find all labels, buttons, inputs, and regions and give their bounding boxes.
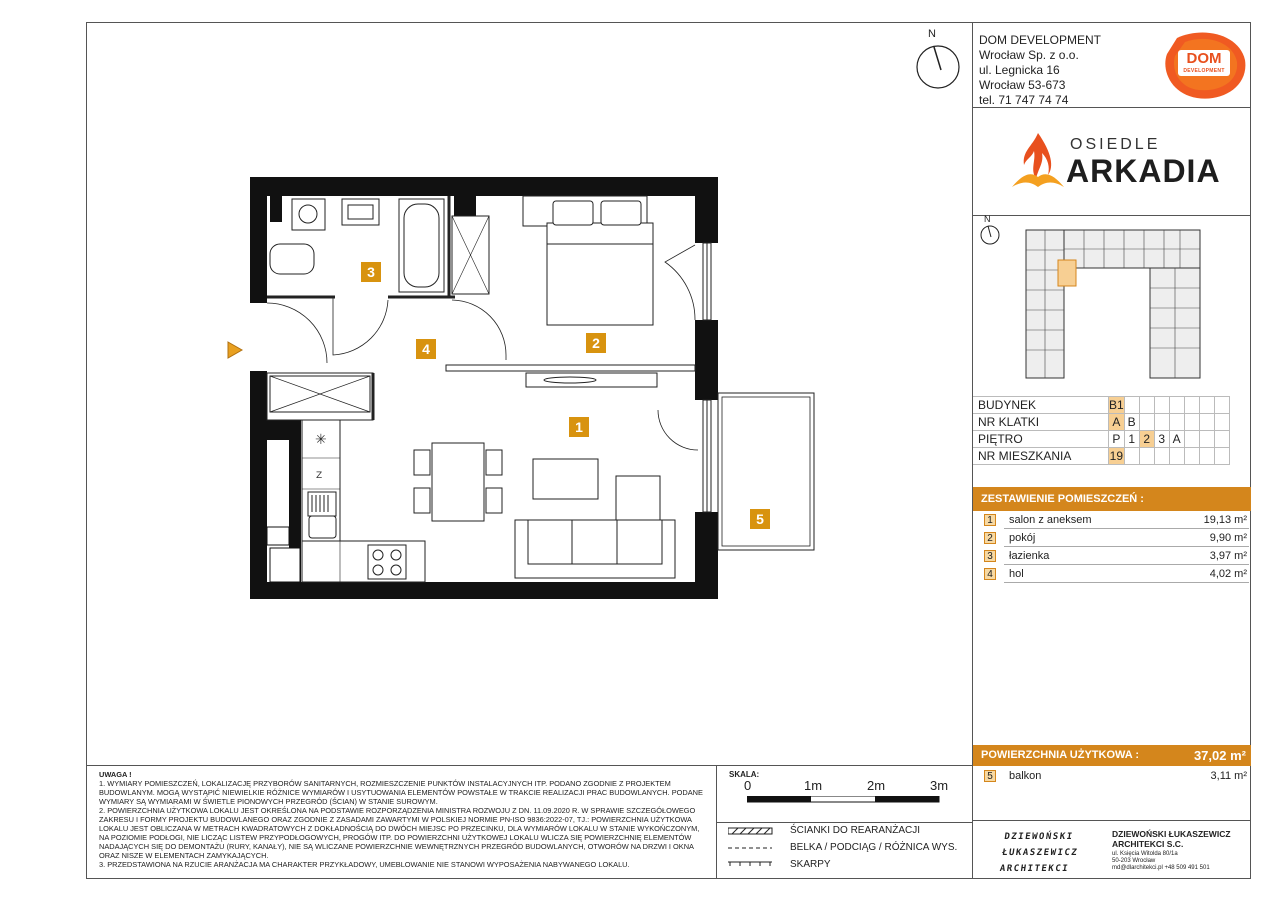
- north-arrow-icon: [917, 46, 959, 88]
- summary-room-area: 19,13 m²: [1203, 514, 1247, 526]
- svg-text:Z: Z: [316, 471, 323, 481]
- info-cell: A: [1169, 431, 1184, 448]
- company-phone: tel. 71 747 74 74: [979, 93, 1069, 107]
- summary-room-num: 1: [984, 514, 996, 526]
- company-name: DOM DEVELOPMENT: [979, 33, 1102, 47]
- summary-room-num: 4: [984, 568, 996, 580]
- cooktop-icon: [368, 545, 406, 579]
- note-1: 1. WYMIARY POMIESZCZEŃ, LOKALIZACJĘ PRZYBORÓW SANITARNYCH, ROZMIESZCZENIE PUNKTÓW INSTALACYJNYCH ITP. PODANO ZGODNIE Z PROJEKTEM BUDOWLANYM. MOGĄ WYSTĄPIĆ NIEWIELKIE RÓŻNICE WYMIARÓW I USYTUOWANIA ELEMENTÓW POWSTAŁE W TRAKCIE REALIZACJI PRAC BUDOWLANYCH. PODANE WYMIARY SĄ WYMIARAMI W ŚWIETLE PIONOWYCH PRZEGRÓD (ŚCIAN) W STANIE SUROWYM.: [99, 779, 703, 806]
- keyplan-north-label: N: [984, 214, 991, 224]
- architect-name: [1112, 829, 1231, 849]
- summary-room-area: 4,02 m²: [1209, 568, 1247, 580]
- summary-room-name: pokój: [1009, 532, 1036, 544]
- legend-text-2: BELKA / PODCIĄG / RÓŻNICA WYS.: [790, 842, 958, 853]
- room-label-2: 2: [586, 333, 606, 353]
- keyplan-highlight: [1058, 260, 1076, 286]
- project-big-title: ARKADIA: [1066, 153, 1221, 189]
- notes-title: UWAGA !: [99, 770, 132, 779]
- usable-area-label: POWIERZCHNIA UŻYTKOWA :: [981, 749, 1140, 761]
- company-info: [979, 33, 1101, 108]
- toilet-icon: [270, 244, 314, 274]
- legend-text-3: SKARPY: [790, 859, 831, 870]
- info-cell: [1154, 397, 1169, 414]
- info-label: PIĘTRO: [973, 431, 1109, 448]
- coffee-table-icon: [533, 459, 598, 499]
- info-cell: [1199, 431, 1214, 448]
- sofa-icon: [515, 520, 675, 578]
- info-cell: [1169, 448, 1184, 465]
- architect-logo-line-1: DZIEWOŃSKI: [1003, 832, 1075, 842]
- note-3: 3. PRZEDSTAWIONA NA RZUCIE ARANŻACJA MA CHARAKTER PRZYKŁADOWY, UMEBLOWANIE NIE STANOWI WYPOSAŻENIA NABYWANEGO LOKALU.: [99, 860, 630, 869]
- info-cell: [1214, 431, 1229, 448]
- usable-area-header: [973, 745, 1251, 766]
- wall-bottom: [250, 582, 718, 599]
- info-cell: [1139, 414, 1154, 431]
- info-row-building: [973, 397, 1229, 414]
- architect-logo: [999, 829, 1106, 877]
- scale-bar: [747, 796, 941, 804]
- info-cell: [1154, 414, 1169, 431]
- info-cell: P: [1109, 431, 1125, 448]
- dom-badge: [1178, 50, 1230, 76]
- summary-room-num: 3: [984, 550, 996, 562]
- info-cell: [1139, 448, 1154, 465]
- info-cell: [1199, 414, 1214, 431]
- summary-row: [979, 529, 1251, 547]
- summary-room-num: 2: [984, 532, 996, 544]
- balcony-name: balkon: [1009, 770, 1042, 782]
- room-label-1: 1: [569, 417, 589, 437]
- usable-area-value: 37,02 m²: [1193, 748, 1246, 763]
- info-cell: [1169, 414, 1184, 431]
- architect-logo-line-3: ARCHITEKCI: [999, 864, 1070, 874]
- architect-addr-2: 50-203 Wrocław: [1112, 858, 1156, 864]
- info-cell: [1214, 448, 1229, 465]
- info-cell: [1124, 448, 1139, 465]
- info-label: BUDYNEK: [973, 397, 1109, 414]
- summary-row: [979, 511, 1251, 529]
- architect-name-1: DZIEWOŃSKI ŁUKASZEWICZ: [1112, 829, 1231, 839]
- summary-header: ZESTAWIENIE POMIESZCZEŃ :: [973, 487, 1251, 511]
- balcony-area: 3,11 m²: [1210, 770, 1247, 782]
- room-label-5: 5: [750, 509, 770, 529]
- company-street: ul. Legnicka 16: [979, 63, 1060, 77]
- info-cell: [1199, 397, 1214, 414]
- info-cell: [1214, 397, 1229, 414]
- info-row-flat: [973, 448, 1229, 465]
- architect-addr-1: ul. Księcia Witolda 80/1a: [1112, 851, 1178, 857]
- balcony-row: [979, 767, 1251, 785]
- summary-room-name: hol: [1009, 568, 1024, 580]
- info-label: NR KLATKI: [973, 414, 1109, 431]
- summary-room-area: 9,90 m²: [1209, 532, 1247, 544]
- scale-tick-2: 2m: [867, 778, 886, 793]
- info-cell: A: [1109, 414, 1125, 431]
- wall-left-lower: [250, 371, 267, 599]
- info-table: [973, 396, 1230, 465]
- project-small-title: OSIEDLE: [1070, 136, 1161, 153]
- wall-top: [250, 177, 695, 196]
- balcony-num: 5: [984, 770, 996, 782]
- notes-divider: [86, 765, 972, 766]
- info-cell: [1139, 397, 1154, 414]
- kitchen-sink-icon: [309, 516, 336, 538]
- room-label-3: 3: [361, 262, 381, 282]
- floor-plan: [86, 22, 972, 765]
- legend-symbols: [728, 826, 776, 870]
- summary-row: [979, 547, 1251, 565]
- legend-text-1: ŚCIANKI DO REARANŻACJI: [790, 825, 921, 836]
- room-label-4: 4: [416, 339, 436, 359]
- note-2: 2. POWIERZCHNIA UŻYTKOWA LOKALU JEST OKREŚLONA NA PODSTAWIE ROZPORZĄDZENIA MINISTRA ROZWOJU Z DN. 11.09.2020 R. W SPRAWIE SZCZEGÓŁOWEGO ZAKRESU I FORMY PROJEKTU BUDOWLANEGO ORAZ ZGODNIE Z ZASADAMI ZAWARTYMI W POLSKIEJ NORMIE PN-ISO 9836:2022-07, TJ.: POWIERZCHNIA UŻYTKOWA LOKALU JEST OBLICZANA W METRACH KWADRATOWYCH Z DOKŁADNOŚCIĄ DO DWÓCH MIEJSC PO PRZECINKU, DLA WYMIARÓW LOKALU W STANIE WYKOŃCZONYM, NA POZIOMIE PODŁOGI, NIE LICZĄC LISTEW PRZYPODŁOGOWYCH, PROGÓW ITP. DO POWIERZCHNI UŻYTKOWEJ LOKALU WLICZA SIĘ POWIERZCHNIĘ ELEMENTÓW NADAJĄCYCH SIĘ DO DEMONTAŻU (RURY, KANAŁY), NIE SĄ WLICZANE POWIERZCHNIE WEWNĘTRZNYCH PRZEGRÓD BUDOWLANYCH, OTWORÓW NA DRZWI I OKNA ORAZ NISZE W ELEMENTACH ZAMYKAJĄCYCH.: [99, 806, 700, 860]
- architect-divider: [972, 820, 1251, 821]
- north-label: N: [928, 28, 936, 40]
- info-cell: [1184, 414, 1199, 431]
- architect-name-2: ARCHITEKCI S.C.: [1112, 839, 1184, 849]
- info-cell: [1214, 414, 1229, 431]
- summary-row: [979, 565, 1251, 583]
- info-cell: [1184, 397, 1199, 414]
- info-cell: 1: [1124, 431, 1139, 448]
- info-cell: [1154, 448, 1169, 465]
- info-cell: 2: [1139, 431, 1154, 448]
- info-cell: 19: [1109, 449, 1124, 463]
- dom-logo-sub: DEVELOPMENT: [1183, 68, 1225, 74]
- scale-tick-3: 3m: [930, 778, 949, 793]
- info-row-floor: [973, 431, 1229, 448]
- scale-label: SKALA:: [729, 770, 760, 779]
- info-cell: B1: [1109, 398, 1124, 412]
- info-cell: [1169, 397, 1184, 414]
- architect-logo-line-2: ŁUKASZEWICZ: [1001, 848, 1079, 858]
- entrance-arrow-icon: [228, 342, 242, 358]
- info-cell: B: [1124, 414, 1139, 431]
- summary-room-name: salon z aneksem: [1009, 514, 1092, 526]
- legend-divider: [716, 822, 972, 823]
- logo-divider: [972, 215, 1251, 216]
- bed-icon: [547, 223, 653, 325]
- architect-address: [1112, 851, 1210, 872]
- washing-machine-icon: [292, 199, 325, 230]
- info-row-stair: [973, 414, 1229, 431]
- svg-text:✳: ✳: [315, 432, 327, 448]
- company-line2: Wrocław Sp. z o.o.: [979, 48, 1079, 62]
- wall-left-upper: [250, 177, 267, 303]
- dining-table-icon: [432, 443, 484, 521]
- scale-tick-1: 1m: [804, 778, 823, 793]
- company-city: Wrocław 53-673: [979, 78, 1066, 92]
- info-cell: [1124, 397, 1139, 414]
- info-cell: [1184, 431, 1199, 448]
- arkadia-flame-icon: [1008, 131, 1068, 191]
- scale-tick-0: 0: [744, 778, 752, 793]
- info-cell: [1199, 448, 1214, 465]
- summary-room-area: 3,97 m²: [1209, 550, 1247, 562]
- key-plan: [980, 222, 1248, 386]
- summary-room-name: łazienka: [1009, 550, 1050, 562]
- info-cell: 3: [1154, 431, 1169, 448]
- notes: [99, 770, 709, 869]
- info-label: NR MIESZKANIA: [973, 448, 1109, 465]
- info-cell: [1184, 448, 1199, 465]
- dom-logo-text: DOM: [1186, 50, 1222, 67]
- bathtub-icon: [399, 199, 444, 292]
- architect-addr-3: md@dlarchitekci.pl +48 509 491 501: [1112, 865, 1210, 871]
